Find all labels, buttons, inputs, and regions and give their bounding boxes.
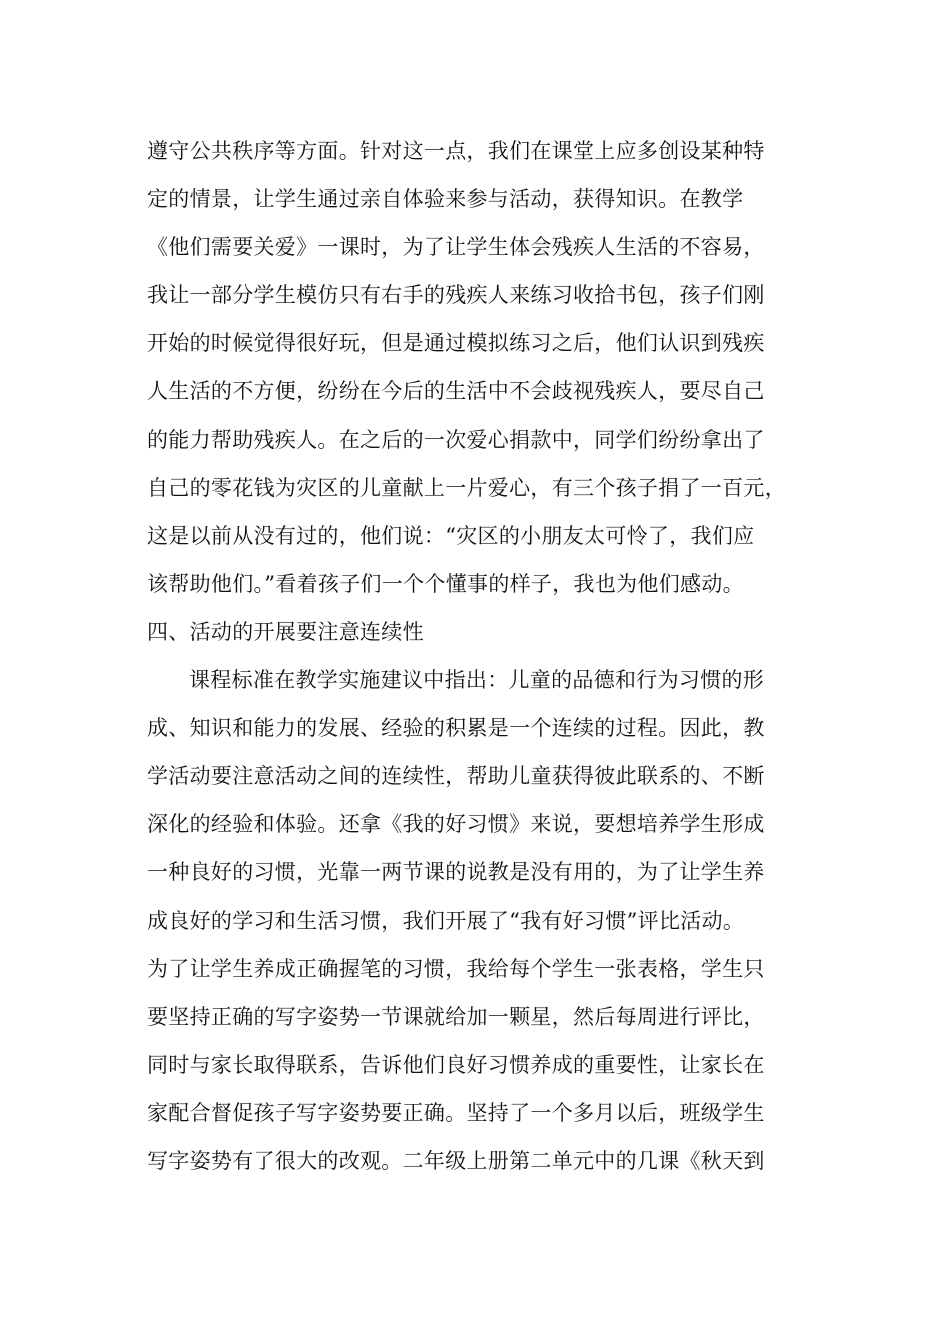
text-line: 一种良好的习惯，光靠一两节课的说教是没有用的，为了让学生养 [147,860,765,885]
text-line: 该帮助他们。”看着孩子们一个个懂事的样子，我也为他们感动。 [147,571,744,596]
text-line: 成、知识和能力的发展、经验的积累是一个连续的过程。因此，教 [147,716,765,741]
text-line: 《他们需要关爱》一课时，为了让学生体会残疾人生活的不容易， [147,235,765,260]
text-line: 定的情景，让学生通过亲自体验来参与活动，获得知识。在教学 [147,187,744,212]
text-line: 写字姿势有了很大的改观。二年级上册第二单元中的几课《秋天到 [147,1148,765,1173]
text-line: 深化的经验和体验。还拿《我的好习惯》来说，要想培养学生形成 [147,812,765,837]
text-line: 学活动要注意活动之间的连续性，帮助儿童获得彼此联系的、不断 [147,764,765,789]
text-line: 这是以前从没有过的，他们说：“灾区的小朋友太可怜了，我们应 [147,523,755,548]
text-line: 开始的时候觉得很好玩，但是通过模拟练习之后，他们认识到残疾 [147,331,765,356]
text-line: 遵守公共秩序等方面。针对这一点，我们在课堂上应多创设某种特 [147,139,765,163]
text-line: 要坚持正确的写字姿势一节课就给加一颗星，然后每周进行评比， [147,1004,765,1029]
text-line: 同时与家长取得联系，告诉他们良好习惯养成的重要性，让家长在 [147,1052,765,1077]
section-heading: 四、活动的开展要注意连续性 [147,619,424,644]
text-line: 为了让学生养成正确握笔的习惯，我给每个学生一张表格，学生只 [147,956,765,981]
text-line: 成良好的学习和生活习惯，我们开展了“我有好习惯”评比活动。 [147,908,745,933]
body-text [147,127,807,1185]
text-line: 人生活的不方便，纷纷在今后的生活中不会歧视残疾人，要尽自己 [147,379,765,404]
paragraph-first-line: 课程标准在教学实施建议中指出：儿童的品德和行为习惯的形 [189,668,765,693]
text-line: 家配合督促孩子写字姿势要正确。坚持了一个多月以后，班级学生 [147,1100,765,1125]
text-line: 的能力帮助残疾人。在之后的一次爱心捐款中，同学们纷纷拿出了 [147,427,765,452]
text-line: 我让一部分学生模仿只有右手的残疾人来练习收拾书包，孩子们刚 [147,283,765,308]
text-line: 自己的零花钱为灾区的儿童献上一片爱心，有三个孩子捐了一百元， [147,475,786,500]
